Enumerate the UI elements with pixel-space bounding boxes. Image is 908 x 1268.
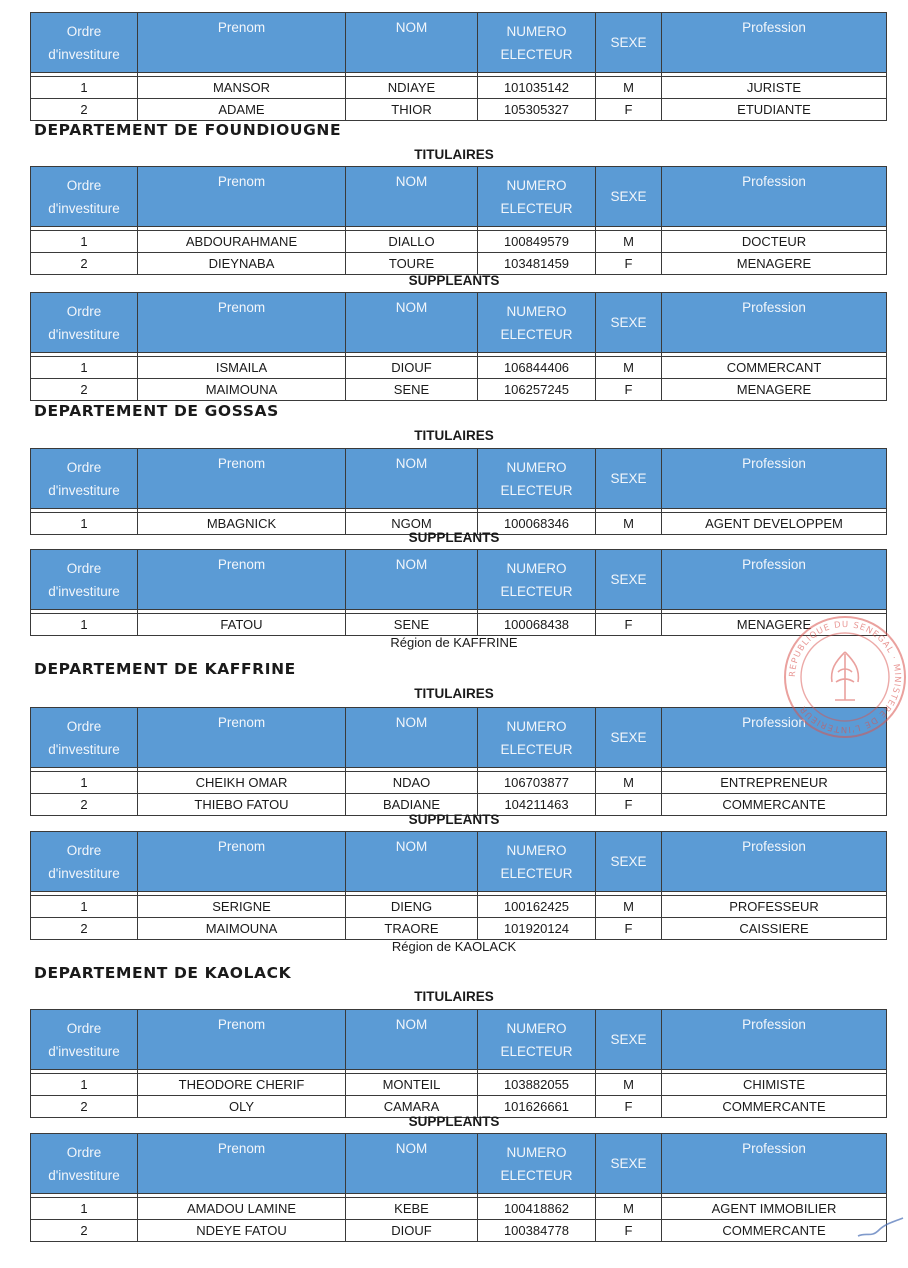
numero-cell: 100849579 bbox=[478, 231, 596, 253]
header-nom: NOM bbox=[346, 13, 478, 73]
list-type-label: TITULAIRES bbox=[414, 686, 494, 701]
table-row bbox=[31, 231, 887, 253]
header-ordre: Ordre d'investiture bbox=[31, 708, 138, 768]
sexe-cell: M bbox=[596, 513, 662, 535]
header-sexe: SEXE bbox=[596, 832, 662, 892]
profession-cell: JURISTE bbox=[662, 77, 887, 99]
prenom-cell: ABDOURAHMANE bbox=[138, 231, 346, 253]
header-ordre: Ordre d'investiture bbox=[31, 449, 138, 509]
header-nom: NOM bbox=[346, 1010, 478, 1070]
header-nom: NOM bbox=[346, 293, 478, 353]
profession-cell: CHIMISTE bbox=[662, 1074, 887, 1096]
profession-cell: AGENT DEVELOPPEM bbox=[662, 513, 887, 535]
header-prenom: Prenom bbox=[138, 1134, 346, 1194]
candidate-table bbox=[30, 549, 887, 636]
nom-cell: TOURE bbox=[346, 253, 478, 275]
list-type-label: TITULAIRES bbox=[414, 989, 494, 1004]
ordre-cell: 2 bbox=[31, 1096, 138, 1118]
header-sexe: SEXE bbox=[596, 708, 662, 768]
list-type-label: SUPPLEANTS bbox=[408, 530, 500, 545]
nom-cell: DIOUF bbox=[346, 357, 478, 379]
candidate-table bbox=[30, 166, 887, 275]
profession-cell: ENTREPRENEUR bbox=[662, 772, 887, 794]
prenom-cell: MAIMOUNA bbox=[138, 379, 346, 401]
header-row bbox=[31, 1134, 887, 1194]
candidate-table bbox=[30, 12, 887, 121]
numero-cell: 101920124 bbox=[478, 918, 596, 940]
numero-cell: 103481459 bbox=[478, 253, 596, 275]
ordre-cell: 1 bbox=[31, 357, 138, 379]
header-numero: NUMERO ELECTEUR bbox=[478, 832, 596, 892]
header-nom: NOM bbox=[346, 449, 478, 509]
header-sexe: SEXE bbox=[596, 550, 662, 610]
header-row bbox=[31, 832, 887, 892]
candidate-table bbox=[30, 707, 887, 816]
nom-cell: BADIANE bbox=[346, 794, 478, 816]
prenom-cell: NDEYE FATOU bbox=[138, 1220, 346, 1242]
profession-cell: MENAGERE bbox=[662, 253, 887, 275]
candidate-table bbox=[30, 1133, 887, 1242]
header-nom: NOM bbox=[346, 1134, 478, 1194]
numero-cell: 106257245 bbox=[478, 379, 596, 401]
table-row bbox=[31, 99, 887, 121]
ordre-cell: 2 bbox=[31, 1220, 138, 1242]
table-row bbox=[31, 1220, 887, 1242]
nom-cell: SENE bbox=[346, 614, 478, 636]
header-numero: NUMERO ELECTEUR bbox=[478, 449, 596, 509]
nom-cell: THIOR bbox=[346, 99, 478, 121]
ordre-cell: 1 bbox=[31, 1074, 138, 1096]
ordre-cell: 1 bbox=[31, 231, 138, 253]
table-row bbox=[31, 772, 887, 794]
ordre-cell: 1 bbox=[31, 77, 138, 99]
header-sexe: SEXE bbox=[596, 1134, 662, 1194]
header-sexe: SEXE bbox=[596, 13, 662, 73]
nom-cell: NDIAYE bbox=[346, 77, 478, 99]
header-numero: NUMERO ELECTEUR bbox=[478, 1010, 596, 1070]
nom-cell: SENE bbox=[346, 379, 478, 401]
header-profession: Profession bbox=[662, 708, 887, 768]
header-numero: NUMERO ELECTEUR bbox=[478, 293, 596, 353]
ordre-cell: 2 bbox=[31, 918, 138, 940]
header-ordre: Ordre d'investiture bbox=[31, 1010, 138, 1070]
prenom-cell: MANSOR bbox=[138, 77, 346, 99]
profession-cell: COMMERCANT bbox=[662, 357, 887, 379]
candidate-table bbox=[30, 1009, 887, 1118]
department-heading: DEPARTEMENT DE FOUNDIOUGNE bbox=[34, 121, 342, 139]
header-row bbox=[31, 449, 887, 509]
numero-cell: 100418862 bbox=[478, 1198, 596, 1220]
ordre-cell: 1 bbox=[31, 614, 138, 636]
prenom-cell: THIEBO FATOU bbox=[138, 794, 346, 816]
header-row bbox=[31, 13, 887, 73]
prenom-cell: DIEYNABA bbox=[138, 253, 346, 275]
prenom-cell: AMADOU LAMINE bbox=[138, 1198, 346, 1220]
sexe-cell: M bbox=[596, 77, 662, 99]
ordre-cell: 2 bbox=[31, 253, 138, 275]
header-sexe: SEXE bbox=[596, 167, 662, 227]
initials-mark bbox=[855, 1212, 905, 1242]
sexe-cell: F bbox=[596, 1220, 662, 1242]
official-stamp bbox=[780, 612, 908, 742]
header-prenom: Prenom bbox=[138, 13, 346, 73]
numero-cell: 100068438 bbox=[478, 614, 596, 636]
department-heading: DEPARTEMENT DE KAOLACK bbox=[34, 964, 292, 982]
header-numero: NUMERO ELECTEUR bbox=[478, 167, 596, 227]
header-numero: NUMERO ELECTEUR bbox=[478, 13, 596, 73]
header-ordre: Ordre d'investiture bbox=[31, 167, 138, 227]
header-nom: NOM bbox=[346, 550, 478, 610]
nom-cell: KEBE bbox=[346, 1198, 478, 1220]
prenom-cell: CHEIKH OMAR bbox=[138, 772, 346, 794]
sexe-cell: M bbox=[596, 896, 662, 918]
header-nom: NOM bbox=[346, 708, 478, 768]
numero-cell: 100162425 bbox=[478, 896, 596, 918]
table-row bbox=[31, 896, 887, 918]
table-row bbox=[31, 918, 887, 940]
header-numero: NUMERO ELECTEUR bbox=[478, 550, 596, 610]
sexe-cell: M bbox=[596, 357, 662, 379]
profession-cell: PROFESSEUR bbox=[662, 896, 887, 918]
header-ordre: Ordre d'investiture bbox=[31, 1134, 138, 1194]
region-caption: Région de KAFFRINE bbox=[390, 635, 518, 650]
header-prenom: Prenom bbox=[138, 167, 346, 227]
nom-cell: NDAO bbox=[346, 772, 478, 794]
header-ordre: Ordre d'investiture bbox=[31, 293, 138, 353]
prenom-cell: THEODORE CHERIF bbox=[138, 1074, 346, 1096]
prenom-cell: MAIMOUNA bbox=[138, 918, 346, 940]
sexe-cell: F bbox=[596, 918, 662, 940]
numero-cell: 104211463 bbox=[478, 794, 596, 816]
sexe-cell: M bbox=[596, 1074, 662, 1096]
header-ordre: Ordre d'investiture bbox=[31, 13, 138, 73]
list-type-label: SUPPLEANTS bbox=[408, 273, 500, 288]
header-row bbox=[31, 167, 887, 227]
department-heading: DEPARTEMENT DE KAFFRINE bbox=[34, 660, 296, 678]
prenom-cell: OLY bbox=[138, 1096, 346, 1118]
profession-cell: AGENT IMMOBILIER bbox=[662, 1198, 887, 1220]
ordre-cell: 1 bbox=[31, 513, 138, 535]
header-profession: Profession bbox=[662, 449, 887, 509]
list-type-label: TITULAIRES bbox=[414, 428, 494, 443]
nom-cell: TRAORE bbox=[346, 918, 478, 940]
sexe-cell: F bbox=[596, 99, 662, 121]
nom-cell: NGOM bbox=[346, 513, 478, 535]
header-nom: NOM bbox=[346, 167, 478, 227]
header-prenom: Prenom bbox=[138, 293, 346, 353]
header-profession: Profession bbox=[662, 13, 887, 73]
ordre-cell: 1 bbox=[31, 1198, 138, 1220]
numero-cell: 100384778 bbox=[478, 1220, 596, 1242]
sexe-cell: F bbox=[596, 614, 662, 636]
header-prenom: Prenom bbox=[138, 708, 346, 768]
ordre-cell: 1 bbox=[31, 772, 138, 794]
profession-cell: CAISSIERE bbox=[662, 918, 887, 940]
prenom-cell: ADAME bbox=[138, 99, 346, 121]
header-prenom: Prenom bbox=[138, 449, 346, 509]
table-row bbox=[31, 253, 887, 275]
sexe-cell: F bbox=[596, 1096, 662, 1118]
header-profession: Profession bbox=[662, 550, 887, 610]
candidate-table bbox=[30, 831, 887, 940]
candidate-table bbox=[30, 448, 887, 535]
table-row bbox=[31, 614, 887, 636]
table-row bbox=[31, 77, 887, 99]
header-ordre: Ordre d'investiture bbox=[31, 550, 138, 610]
region-caption: Région de KAOLACK bbox=[391, 939, 517, 954]
header-profession: Profession bbox=[662, 1134, 887, 1194]
header-sexe: SEXE bbox=[596, 293, 662, 353]
table-row bbox=[31, 1198, 887, 1220]
nom-cell: MONTEIL bbox=[346, 1074, 478, 1096]
header-row bbox=[31, 1010, 887, 1070]
header-profession: Profession bbox=[662, 1010, 887, 1070]
nom-cell: CAMARA bbox=[346, 1096, 478, 1118]
profession-cell: COMMERCANTE bbox=[662, 1096, 887, 1118]
table-row bbox=[31, 379, 887, 401]
sexe-cell: M bbox=[596, 231, 662, 253]
numero-cell: 101035142 bbox=[478, 77, 596, 99]
profession-cell: MENAGERE bbox=[662, 614, 887, 636]
header-row bbox=[31, 293, 887, 353]
list-type-label: TITULAIRES bbox=[414, 147, 494, 162]
numero-cell: 103882055 bbox=[478, 1074, 596, 1096]
table-row bbox=[31, 357, 887, 379]
header-sexe: SEXE bbox=[596, 1010, 662, 1070]
sexe-cell: F bbox=[596, 379, 662, 401]
header-row bbox=[31, 550, 887, 610]
prenom-cell: ISMAILA bbox=[138, 357, 346, 379]
header-profession: Profession bbox=[662, 293, 887, 353]
prenom-cell: MBAGNICK bbox=[138, 513, 346, 535]
numero-cell: 106844406 bbox=[478, 357, 596, 379]
header-nom: NOM bbox=[346, 832, 478, 892]
header-prenom: Prenom bbox=[138, 550, 346, 610]
header-prenom: Prenom bbox=[138, 1010, 346, 1070]
stamp-text: REPUBLIQUE DU SENEGAL · MINISTERE DE L'INTERIEUR bbox=[787, 619, 903, 735]
sexe-cell: F bbox=[596, 794, 662, 816]
numero-cell: 100068346 bbox=[478, 513, 596, 535]
prenom-cell: SERIGNE bbox=[138, 896, 346, 918]
table-row bbox=[31, 1074, 887, 1096]
profession-cell: ETUDIANTE bbox=[662, 99, 887, 121]
header-row bbox=[31, 708, 887, 768]
sexe-cell: M bbox=[596, 1198, 662, 1220]
prenom-cell: FATOU bbox=[138, 614, 346, 636]
profession-cell: COMMERCANTE bbox=[662, 1220, 887, 1242]
profession-cell: MENAGERE bbox=[662, 379, 887, 401]
header-ordre: Ordre d'investiture bbox=[31, 832, 138, 892]
header-numero: NUMERO ELECTEUR bbox=[478, 1134, 596, 1194]
numero-cell: 106703877 bbox=[478, 772, 596, 794]
header-profession: Profession bbox=[662, 832, 887, 892]
profession-cell: DOCTEUR bbox=[662, 231, 887, 253]
department-heading: DEPARTEMENT DE GOSSAS bbox=[34, 402, 279, 420]
profession-cell: COMMERCANTE bbox=[662, 794, 887, 816]
nom-cell: DIOUF bbox=[346, 1220, 478, 1242]
nom-cell: DIALLO bbox=[346, 231, 478, 253]
header-numero: NUMERO ELECTEUR bbox=[478, 708, 596, 768]
sexe-cell: M bbox=[596, 772, 662, 794]
nom-cell: DIENG bbox=[346, 896, 478, 918]
list-type-label: SUPPLEANTS bbox=[408, 812, 500, 827]
header-profession: Profession bbox=[662, 167, 887, 227]
ordre-cell: 2 bbox=[31, 99, 138, 121]
ordre-cell: 1 bbox=[31, 896, 138, 918]
sexe-cell: F bbox=[596, 253, 662, 275]
list-type-label: SUPPLEANTS bbox=[408, 1114, 500, 1129]
candidate-table bbox=[30, 292, 887, 401]
ordre-cell: 2 bbox=[31, 379, 138, 401]
ordre-cell: 2 bbox=[31, 794, 138, 816]
numero-cell: 101626661 bbox=[478, 1096, 596, 1118]
header-prenom: Prenom bbox=[138, 832, 346, 892]
header-sexe: SEXE bbox=[596, 449, 662, 509]
numero-cell: 105305327 bbox=[478, 99, 596, 121]
